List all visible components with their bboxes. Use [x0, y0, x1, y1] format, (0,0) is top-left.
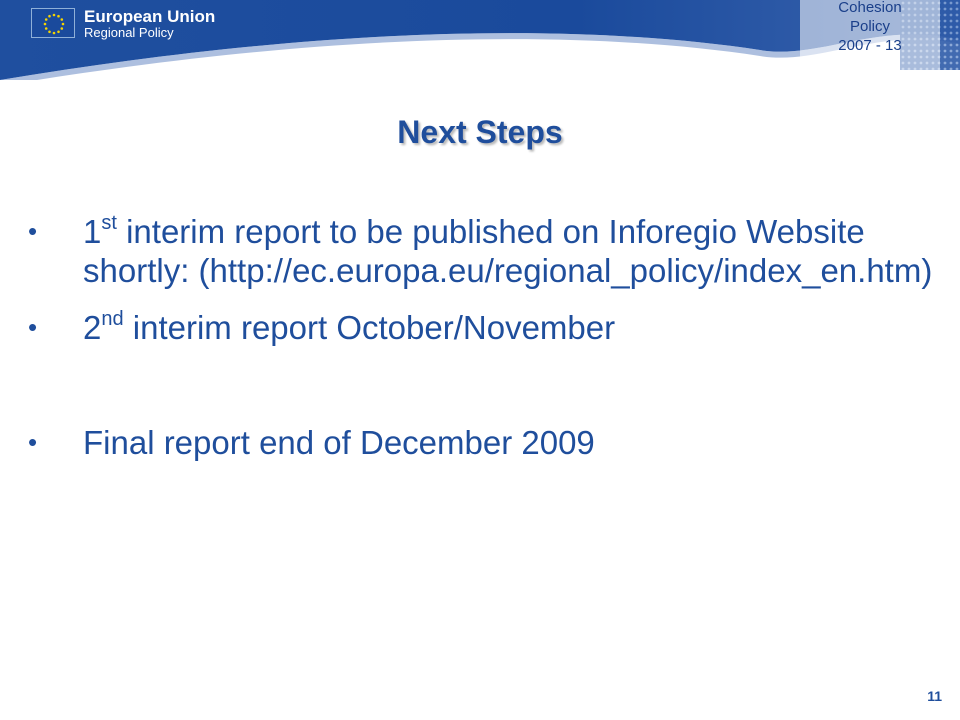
bullet-superscript: st [101, 212, 117, 234]
bullet-dot-icon: • [28, 216, 38, 246]
bullet-text: Final report end of December 2009 [83, 424, 595, 461]
slide-title: Next Steps [397, 114, 563, 150]
bullet-superscript: nd [101, 308, 124, 330]
eu-stars-icon [32, 9, 76, 39]
header-banner [0, 0, 960, 80]
bullet-dot-icon: • [28, 312, 38, 342]
bullet-prefix: 1 [83, 213, 102, 250]
program-line-2: Policy [849, 18, 890, 35]
program-line-1: Cohesion [838, 0, 902, 16]
bullet-list [28, 212, 948, 462]
eu-flag-icon [31, 8, 75, 38]
bullet-prefix: 2 [83, 309, 102, 346]
bullet-dot-icon: • [28, 427, 38, 457]
program-line-3: 2007 - 13 [838, 37, 902, 54]
org-subtitle: Regional Policy [84, 25, 174, 40]
org-title: European Union [84, 7, 216, 26]
bullet-text: interim report October/November [123, 309, 616, 346]
program-label [800, 0, 940, 55]
bullet-item [28, 212, 948, 290]
bullet-text: interim report to be published on Inforegio Website shortly: (http://ec.europa.eu/regional_policy/index_en.htm) [83, 213, 933, 289]
bullet-item [28, 423, 948, 462]
page-number: 11 [927, 688, 942, 704]
bullet-item [28, 308, 948, 347]
